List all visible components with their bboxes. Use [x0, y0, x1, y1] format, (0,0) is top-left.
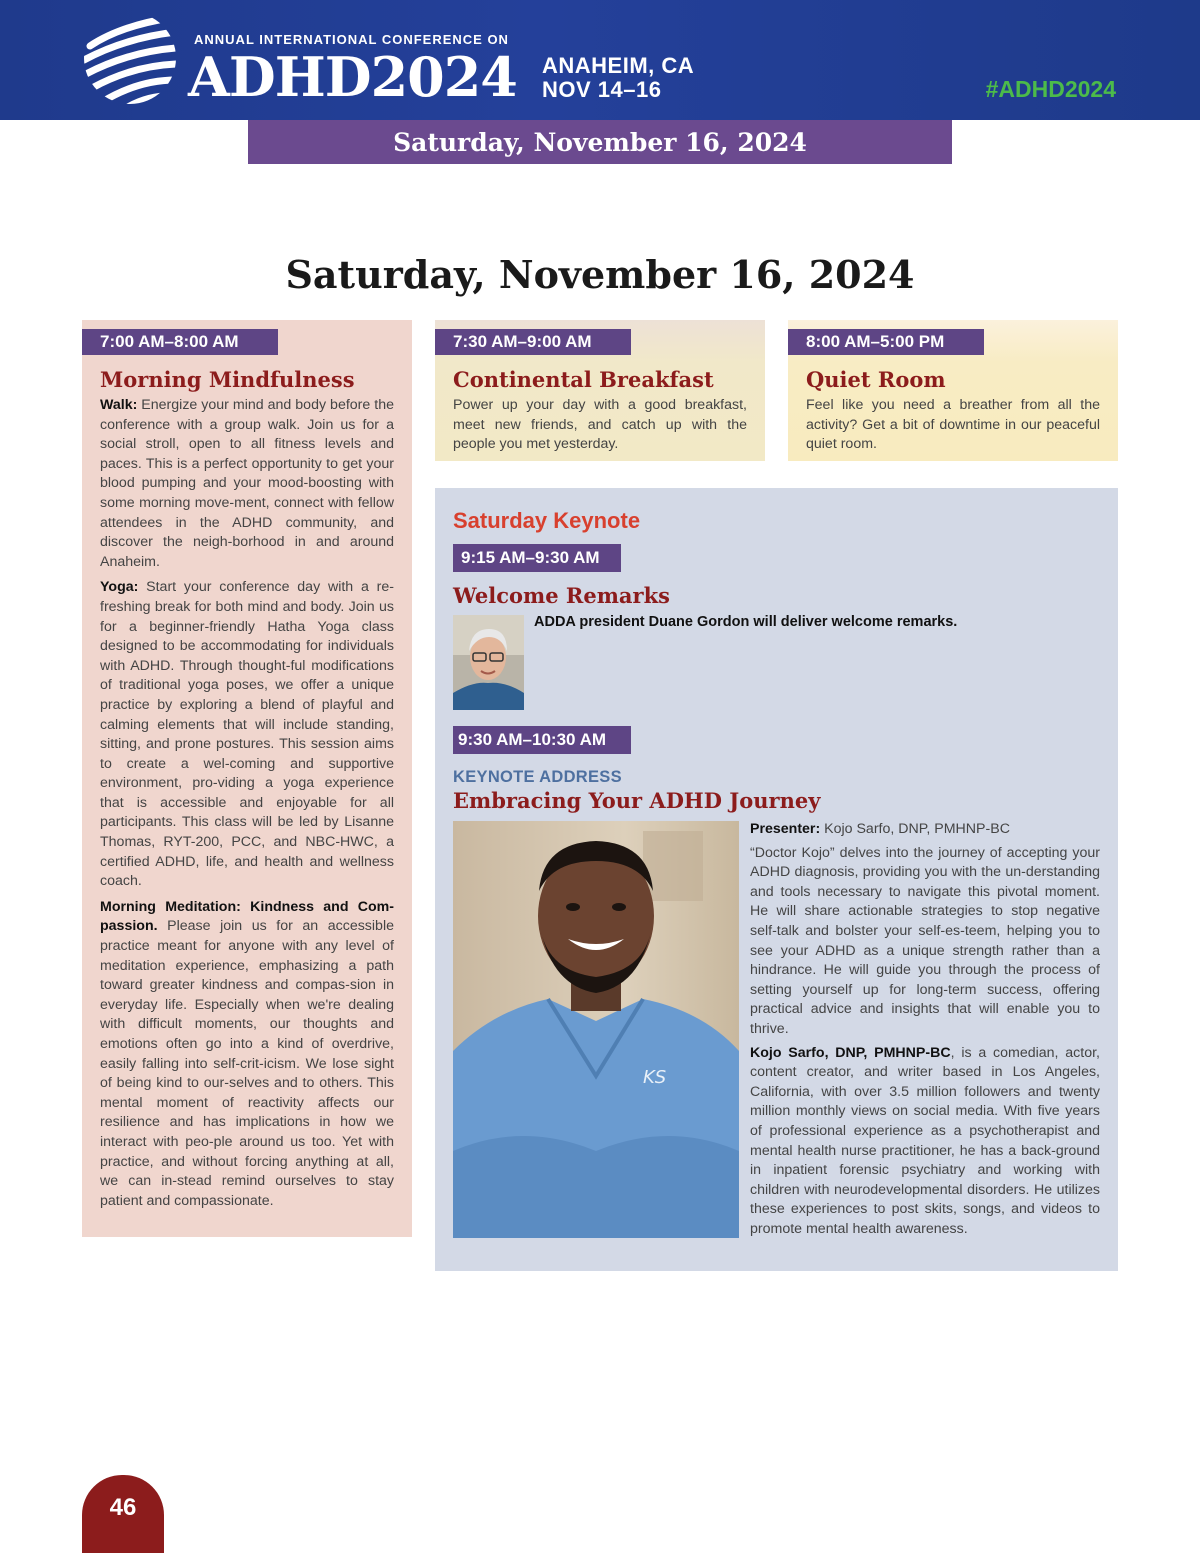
time-chip: 7:00 AM–8:00 AM	[82, 329, 278, 355]
welcome-text: ADDA president Duane Gordon will deliver welcome remarks.	[534, 614, 958, 630]
bio-text: , is a comedian, actor, content creator, and writer based in Los Angeles, California, with over 3.5 million followers and twenty million monthly views on social media. With five years of professional experience as a psychotherapist and mental health nurse practitioner, he has a back-ground in inpatient forensic psychiatry and working with children with neurodevelopmental disorders. He utilizes these experiences to post skits, songs, and videos to promote mental health awareness.	[750, 1044, 1100, 1237]
presenter-label: Presenter:	[750, 821, 821, 837]
keynote-description	[750, 820, 1100, 1243]
address-time-chip: 9:30 AM–10:30 AM	[453, 726, 631, 754]
session-card-mindfulness	[82, 320, 412, 1237]
session-body: Power up your day with a good breakfast, meet new friends, and catch up with the people you met yesterday.	[453, 397, 747, 453]
walk-paragraph	[100, 396, 394, 572]
presenter-name: Kojo Sarfo, DNP, PMHNP-BC	[820, 821, 1010, 837]
duane-gordon-photo	[453, 615, 524, 710]
yoga-label: Yoga:	[100, 579, 139, 596]
description-paragraph: “Doctor Kojo” delves into the journey of accepting your ADHD diagnosis, providing you with the un-derstanding and tools necessary to navigate this pivotal moment. He will share actionable strategies to stop negative self-talk and bolster your self-es-teem, helping you to see your ADHD as a unique strength rather than a hindrance. He will guide you through the process of setting yourself up for long-term success, offering practical advice and insights that will enable you to thrive.	[750, 844, 1100, 1037]
session-body	[82, 392, 412, 1211]
portrait-icon	[453, 821, 739, 1238]
session-card-breakfast	[435, 320, 765, 461]
bio-paragraph	[750, 1044, 1100, 1240]
session-title: Continental Breakfast	[453, 367, 714, 392]
session-title: Morning Mindfulness	[100, 367, 355, 392]
welcome-time-chip: 9:15 AM–9:30 AM	[453, 544, 621, 572]
session-card-quiet-room	[788, 320, 1118, 461]
keynote-address-title: Embracing Your ADHD Journey	[453, 788, 821, 813]
meditation-paragraph	[100, 898, 394, 1212]
portrait-icon	[453, 615, 524, 710]
walk-label: Walk:	[100, 397, 138, 413]
keynote-panel	[435, 488, 1118, 1271]
keynote-address-label: KEYNOTE ADDRESS	[453, 768, 622, 786]
kojo-sarfo-photo	[453, 821, 739, 1238]
time-chip: 7:30 AM–9:00 AM	[435, 329, 631, 355]
yoga-text: Start your conference day with a re-freshing break for both mind and body. Join us for a beginner-friendly Hatha Yoga class designed to be accommodating for individuals with ADHD. Through thought-ful modifications of traditional yoga poses, we offer a unique practice by exploring a blend of playful and calming elements that will include standing, sitting, and prone postures. This session aims to create a wel-coming and supportive environment, pro-viding a yoga experience that is accessible and enjoyable for all participants. This class will be led by Lisanne Thomas, RYT-200, PCC, and NBC-HWC, a certified ADHD, life, and health and wellness coach.	[100, 579, 394, 890]
header-location-dates: NOV 14–16	[542, 77, 662, 102]
welcome-title: Welcome Remarks	[453, 583, 670, 608]
bio-name: Kojo Sarfo, DNP, PMHNP-BC	[750, 1044, 951, 1061]
session-title: Quiet Room	[806, 367, 946, 392]
session-body: Feel like you need a breather from all the activity? Get a bit of downtime in our peaceful quiet room.	[806, 397, 1100, 453]
page-title: Saturday, November 16, 2024	[285, 252, 915, 297]
svg-text:KS: KS	[643, 1067, 667, 1088]
meditation-label: Morning Meditation: Kindness and Com-passion.	[100, 898, 394, 935]
date-banner: Saturday, November 16, 2024	[248, 120, 952, 164]
presenter-line	[750, 820, 1100, 840]
globe-logo-icon	[80, 8, 176, 108]
header-location	[542, 54, 694, 102]
meditation-text: Please join us for an accessible practice meant for anyone with any level of meditation experience, emphasizing a path toward greater kindness and compas-sion in everyday life. Especially when we're dealing with difficult moments, our thoughts and emotions often go into a kind of overdrive, easily falling into self-crit-icism. We lose sight of being kind to our-selves and to others. This mental moment of reactivity affects our resilience and has implications in how we interact with peo-ple around us too. Yet with practice, and without forcing anything at all, we can in-stead remind ourselves to stay patient and compassionate.	[100, 918, 394, 1209]
header-title: ADHD2024	[188, 45, 517, 109]
page-number: 46	[82, 1475, 164, 1553]
yoga-paragraph	[100, 578, 394, 892]
conference-header	[0, 0, 1200, 120]
header-hashtag: #ADHD2024	[985, 76, 1116, 102]
header-location-city: ANAHEIM, CA	[542, 53, 695, 78]
header-kicker: ANNUAL INTERNATIONAL CONFERENCE ON	[194, 32, 509, 47]
walk-text: Energize your mind and body before the conference with a group walk. Join us for a social stroll, open to all fitness levels and paces. This is a perfect opportunity to get your blood pumping and your mood-boosting with some morning move-ment, connect with fellow attendees in the ADHD community, and discover the neigh-borhood in and around Anaheim.	[100, 397, 394, 570]
keynote-heading: Saturday Keynote	[453, 508, 641, 533]
time-chip: 8:00 AM–5:00 PM	[788, 329, 984, 355]
